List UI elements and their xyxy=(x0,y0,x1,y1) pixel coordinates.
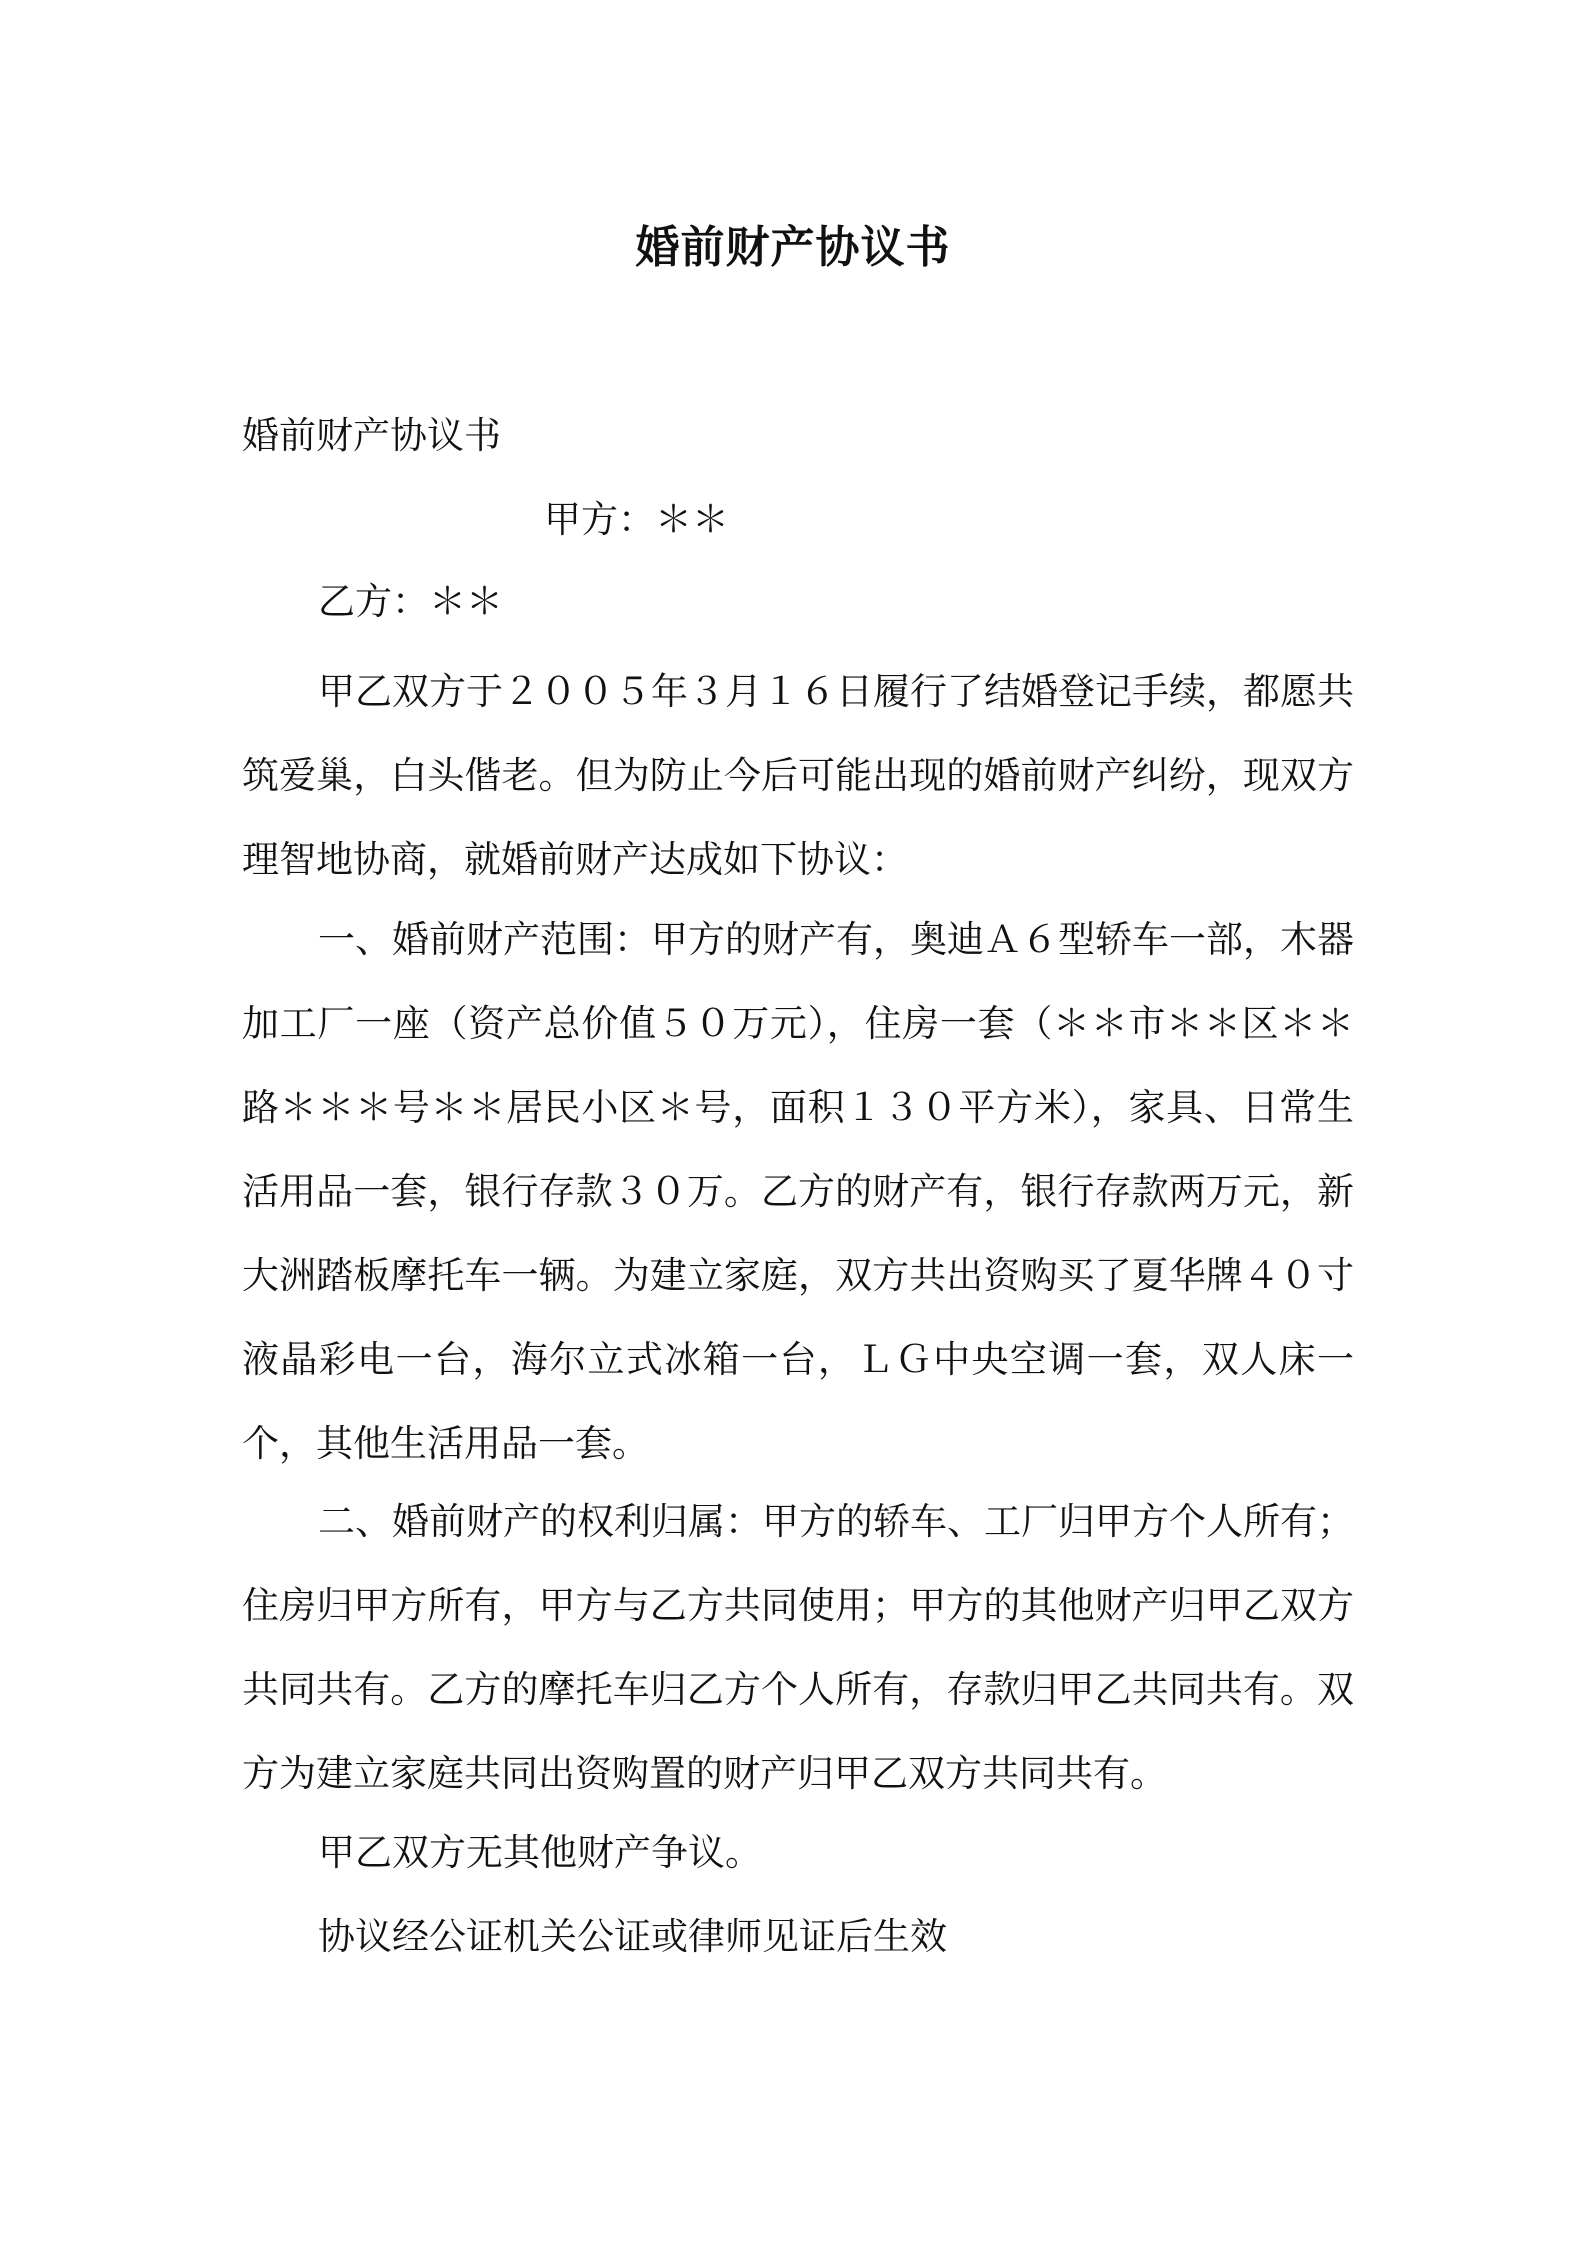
paragraph-property-ownership: 二、婚前财产的权利归属：甲方的轿车、工厂归甲方个人所有；住房归甲方所有，甲方与乙方共同使用；甲方的其他财产归甲乙双方共同共有。乙方的摩托车归乙方个人所有，存款归甲乙共同共有。双方为建立家庭共同出资购置的财产归甲乙双方共同共有。 xyxy=(242,1500,1354,1795)
paragraph-no-dispute: 甲乙双方无其他财产争议。 xyxy=(318,1831,762,1874)
paragraph-intro: 甲乙双方于２００５年３月１６日履行了结婚登记手续，都愿共筑爱巢，白头偕老。但为防止今后可能出现的婚前财产纠纷，现双方理智地协商，就婚前财产达成如下协议： xyxy=(242,670,1354,881)
document-title: 婚前财产协议书 xyxy=(635,222,951,273)
party-b-line: 乙方：＊＊ xyxy=(318,580,503,623)
paragraph-property-scope: 一、婚前财产范围：甲方的财产有，奥迪Ａ６型轿车一部，木器加工厂一座（资产总价值５０万元），住房一套（＊＊市＊＊区＊＊路＊＊＊号＊＊居民小区＊号，面积１３０平方米），家具、日常生活用品一套，银行存款３０万。乙方的财产有，银行存款两万元，新大洲踏板摩托车一辆。为建立家庭，双方共出资购买了夏华牌４０寸液晶彩电一台，海尔立式冰箱一台，ＬＧ中央空调一套，双人床一个，其他生活用品一套。 xyxy=(242,918,1354,1465)
party-a-line: 甲方：＊＊ xyxy=(544,498,729,541)
paragraph-effective-clause: 协议经公证机关公证或律师见证后生效 xyxy=(318,1915,947,1958)
document-subtitle: 婚前财产协议书 xyxy=(242,414,501,457)
